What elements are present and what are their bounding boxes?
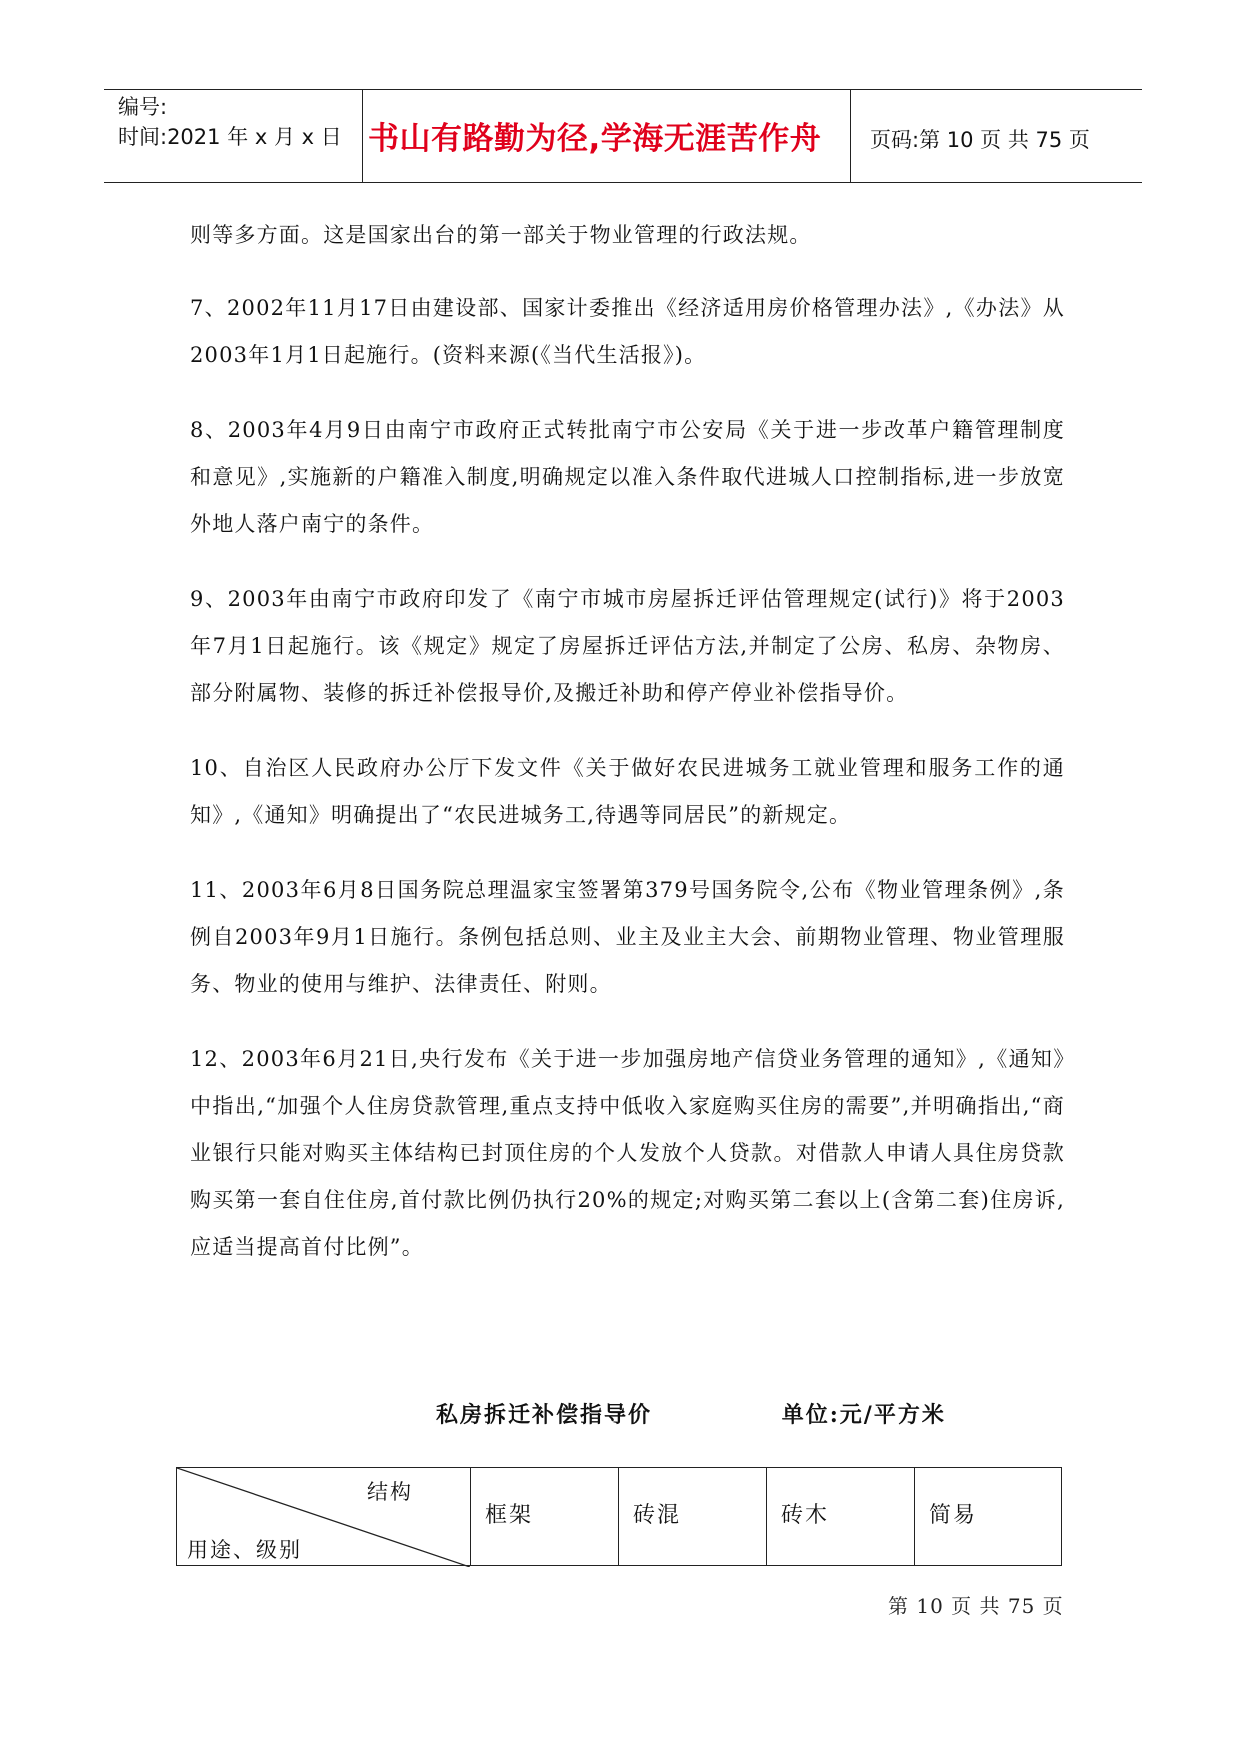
column-header-brick-concrete: 砖混 [633,1503,682,1528]
table-column-divider [766,1468,767,1565]
paragraph-item-9: 9、2003年由南宁市政府印发了《南宁市城市房屋拆迁评估管理规定(试行)》将于2003年7月1日起施行。该《规定》规定了房屋拆迁评估方法,并制定了公房、私房、杂物房、部分附属物、装修的拆迁补偿报导价,及搬迁补助和停产停业补偿指导价。 [190,587,1065,705]
paragraph-item-10: 10、自治区人民政府办公厅下发文件《关于做好农民进城务工就业管理和服务工作的通知》,《通知》明确提出了“农民进城务工,待遇等同居民”的新规定。 [190,756,1065,827]
table-column-divider [618,1468,619,1565]
header-top-rule [104,89,1142,90]
header-divider-right [850,89,851,182]
page-footer: 第 10 页 共 75 页 [888,1594,1064,1618]
paragraph-item-7: 7、2002年11月17日由建设部、国家计委推出《经济适用房价格管理办法》,《办法》从2003年1月1日起施行。(资料来源(《当代生活报》)。 [190,296,1065,367]
header-divider-left [362,89,363,182]
document-body [190,212,1065,1299]
paragraph-item-8: 8、2003年4月9日由南宁市政府正式转批南宁市公安局《关于进一步改革户籍管理制度和意见》,实施新的户籍准入制度,明确规定以准入条件取代进城人口控制指标,进一步放宽外地人落户南宁的条件。 [190,418,1065,536]
column-header-simple: 简易 [929,1503,978,1528]
header-number-label: 编号: [118,95,168,119]
table-unit: 单位:元/平方米 [781,1402,946,1428]
diagonal-header-top-label: 结构 [367,1480,413,1504]
table-column-divider [470,1468,471,1565]
diagonal-header-bottom-label: 用途、级别 [187,1538,302,1562]
table-caption [436,1398,1136,1429]
header-page-info: 页码:第 10 页 共 75 页 [870,128,1090,152]
compensation-table [176,1467,1062,1566]
column-header-brick-wood: 砖木 [781,1503,830,1528]
header-meta [118,92,342,152]
header-bottom-rule [104,182,1142,183]
table-column-divider [914,1468,915,1565]
header-motto: 书山有路勤为径,学海无涯苦作舟 [368,121,822,157]
paragraph-continuation: 则等多方面。这是国家出台的第一部关于物业管理的行政法规。 [190,223,812,247]
table-title: 私房拆迁补偿指导价 [436,1402,653,1428]
header-time-label: 时间:2021 年 x 月 x 日 [118,125,342,149]
paragraph-item-11: 11、2003年6月8日国务院总理温家宝签署第379号国务院令,公布《物业管理条例》,条例自2003年9月1日施行。条例包括总则、业主及业主大会、前期物业管理、物业管理服务、物业的使用与维护、法律责任、附则。 [190,878,1065,996]
column-header-frame: 框架 [485,1503,534,1528]
paragraph-item-12: 12、2003年6月21日,央行发布《关于进一步加强房地产信贷业务管理的通知》,《通知》中指出,“加强个人住房贷款管理,重点支持中低收入家庭购买住房的需要”,并明确指出,“商业银行只能对购买主体结构已封顶住房的个人发放个人贷款。对借款人申请人具住房贷款购买第一套自住住房,首付款比例仍执行20%的规定;对购买第二套以上(含第二套)住房诉,应适当提高首付比例”。 [190,1047,1065,1259]
